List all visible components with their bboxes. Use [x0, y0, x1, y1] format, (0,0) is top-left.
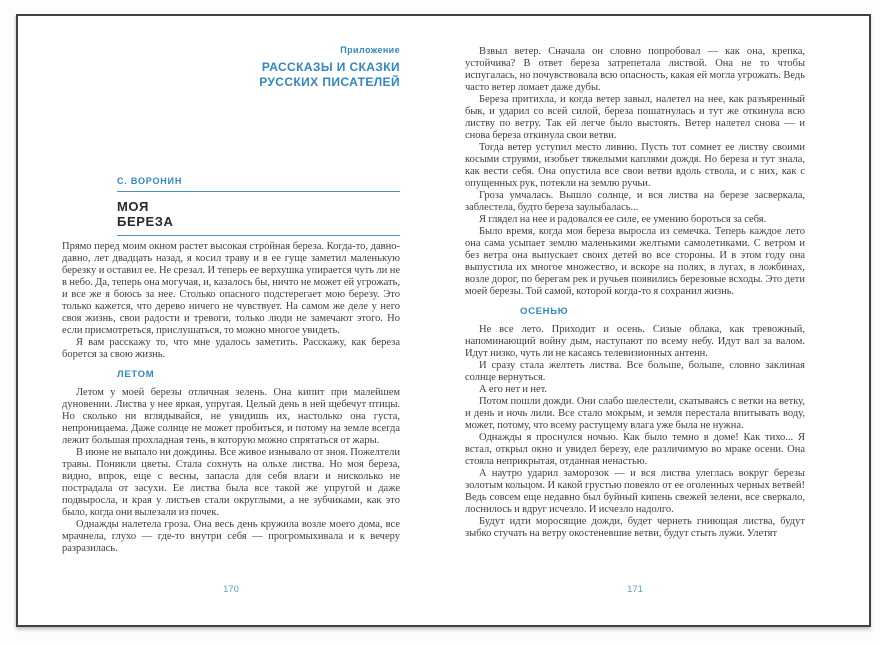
right-page [465, 16, 805, 625]
author-name: С. ВОРОНИН [117, 176, 183, 186]
left-page [62, 16, 400, 625]
story-title-line-1: МОЯ [117, 199, 149, 214]
appendix-header [62, 45, 400, 90]
book-spread [16, 14, 871, 627]
story-paragraph: Прямо перед моим окном растет высокая стройная береза. Когда-то, давно-давно, лет двадцать назад, я косил траву и в ее гуще заметил маленькую березку и оставил ее. Не срезал. И теперь ее верхушка упирается чуть ли не в небо. Да, теперь она могучая, и, казалось бы, ничто не может ей угрожать, и все же я боюсь за нее. Столько опасного подстерегает мою березу. Это только кажется, что дерево ничего не чувствует. На самом же деле у него своя жизнь, свои радости и тревоги, только люди не замечают этого. Но если присмотреться, прислушаться, то можно многое увидеть. [62, 241, 400, 336]
story-paragraph: Будут идти моросящие дожди, будет чернеть гниющая листва, будут зыбко стучать на ветру окостеневшие ветви, будут стыть лужи. Улетят [465, 516, 805, 539]
story-paragraph: А его нет и нет. [479, 384, 548, 395]
series-title [62, 60, 400, 90]
section-heading-autumn: ОСЕНЬЮ [520, 306, 569, 317]
title-rule-bottom [117, 235, 400, 236]
story-paragraph: Однажды я проснулся ночью. Как было темно в доме! Как тихо... Я встал, открыл окно и увидел березу, еле различимую во мраке осени. Она стояла неприкрытая, отданная ненастью. [465, 432, 805, 467]
right-page-body [465, 46, 805, 540]
page-number-right: 171 [627, 584, 643, 595]
story-paragraph: Было время, когда моя береза выросла из семечка. Теперь каждое лето она сама усыпает землю маленькими желтыми самолетиками. С ветром и без ветра она выпускает своих детей во все стороны. И в этом году она выпустила их многое множество, и вскоре на полях, в лугах, в ложбинах, возле дорог, по берегам рек и ручьев появились березовые всходы. Это дети моей березы. Той самой, которой когда-то я сохранил жизнь. [465, 226, 805, 297]
story-paragraph: Взвыл ветер. Сначала он словно попробовал — как она, крепка, устойчива? В ответ береза затрепетала листвой. Она не то чтобы испугалась, но почувствовала всю опасность, какая ей могла угрожать. Ведь часто ветер ломает даже дубы. [465, 46, 805, 93]
left-page-body [62, 241, 400, 555]
story-paragraph: И сразу стала желтеть листва. Все больше, больше, словно заклиная солнце вернуться. [465, 360, 805, 383]
title-rule-top [117, 191, 400, 192]
story-paragraph: Тогда ветер уступил место ливню. Пусть тот сомнет ее листву своими косыми струями, изобьет тяжелыми каплями дождя. Но береза и тут знала, как вести себя. Она опустила все свои ветви вдоль ствола, и с них, как с опущенных рук, потекли на землю ручьи. [465, 142, 805, 189]
story-paragraph: Потом пошли дожди. Они слабо шелестели, скатываясь с ветки на ветку, и день и ночь лили. Все стало мокрым, и земля перестала впитывать воду, может, потому, что всему растущему влага уже была не нужна. [465, 396, 805, 431]
story-title [117, 199, 400, 229]
series-title-line-1: РАССКАЗЫ И СКАЗКИ [261, 60, 400, 74]
story-paragraph: Я вам расскажу то, что мне удалось заметить. Расскажу, как береза борется за свою жизнь. [62, 337, 400, 360]
story-paragraph: Береза притихла, и когда ветер завыл, налетел на нее, как разъяренный бык, и ударил со всей силой, береза пошатнулась и тут же откинула всю листву по ветру. Так ей легче было выстоять. Ветер налетел снова — и снова береза откинула свои ветви. [465, 94, 805, 141]
story-paragraph: Я глядел на нее и радовался ее силе, ее умению бороться за себя. [479, 214, 767, 225]
appendix-kicker: Приложение [340, 45, 400, 55]
story-paragraph: В июне не выпало ни дождины. Все живое изнывало от зноя. Пожелтели травы. Поникли цветы. Стала сохнуть на ольхе листва. Но моя береза, видно, впрок, еще с весны, запасла для себя влаги и нисколько не пострадала от засухи. Ее листва была все такой же упругой и даже подвыросла, и края у листьев стали округлыми, а не зубчиками, как это было, когда они вылезали из почек. [62, 447, 400, 518]
page-number-left: 170 [223, 584, 239, 595]
story-paragraph: Однажды налетела гроза. Она весь день кружила возле моего дома, все мрачнела, глухо — где-то внутри себя — прогромыхивала и к вечеру разразилась. [62, 519, 400, 554]
story-paragraph: А наутро ударил заморозок — и вся листва улеглась вокруг березы золотым кольцом. И какой грустью повеяло от ее оголенных черных ветвей! Ведь совсем еще недавно был буйный кипень свежей зелени, все сверкало, лоснилось и вдруг исчезло. И исчезло надолго. [465, 468, 805, 515]
story-title-block [117, 176, 400, 236]
series-title-line-2: РУССКИХ ПИСАТЕЛЕЙ [259, 75, 400, 89]
story-paragraph: Летом у моей березы отличная зелень. Она кипит при малейшем дуновении. Листва у нее яркая, упругая. Целый день в ней щебечут птицы. Но сколько ни вглядывайся, не увидишь их, настолько она густа, непроницаема. Даже солнце не может пробиться, и потому на земле всегда лежит большая прохладная тень, в которую можно спрятаться от жары. [62, 387, 400, 446]
story-paragraph: Гроза умчалась. Вышло солнце, и вся листва на березе засверкала, заблестела, будто береза заулыбалась... [465, 190, 805, 213]
story-paragraph: Не все лето. Приходит и осень. Сизые облака, как тревожный, напоминающий войну дым, наступают по всему небу. Идут вал за валом. Идут низко, чуть ли не касаясь телевизионных антенн. [465, 324, 805, 359]
story-title-line-2: БЕРЕЗА [117, 214, 174, 229]
section-heading-summer: ЛЕТОМ [117, 369, 155, 380]
